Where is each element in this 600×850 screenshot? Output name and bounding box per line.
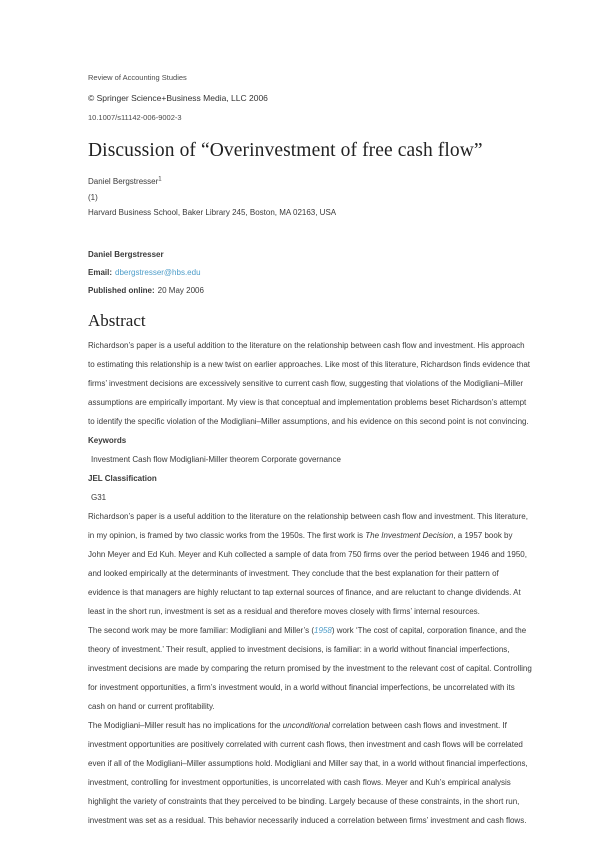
published-online-line [88,282,532,300]
body-paragraph-1 [88,507,532,621]
correspondence-block [88,246,532,300]
doi: 10.1007/s11142-006-9002-3 [88,113,182,122]
paragraph-text: The Modigliani–Miller result has no implications for the [88,721,283,730]
email-label: Email: [88,268,113,277]
word-emphasis: unconditional [282,721,330,730]
abstract-text: Richardson’s paper is a useful addition to the literature on the relationship between cash flow and investment. His approach to estimating this relationship is a new twist on earlier approaches. Like most of this literature, Richardson finds evidence that firms’ investment decisions are excessively sensitive to current cash flow, suggesting that violations of the Modigliani–Miller assumptions are empirically important. My view is that conceptual and implementation problems beset Richardson’s attempt to identify the specific violation of the Modigliani–Miller assumptions, and his evidence on this second point is not convincing. [88,341,530,426]
paragraph-text: Richardson’s paper is a useful addition to the literature on the relationship between cash flow and investment. This literature, in my opinion, is framed by two classic works from the 1950s. The first work is [88,512,528,540]
keywords-list: Investment Cash flow Modigliani-Miller theorem Corporate governance [91,455,341,464]
correspondence-author-name: Daniel Bergstresser [88,250,164,259]
body-paragraph-3 [88,716,532,830]
author-affiliation-ref: 1 [158,176,162,183]
jel-code: G31 [91,493,107,502]
affiliation-text: Harvard Business School, Baker Library 245, Boston, MA 02163, USA [88,208,337,217]
email-line [88,264,532,282]
published-online-label: Published online: [88,286,155,295]
paragraph-text: ) work ‘The cost of capital, corporation finance, and the theory of investment.’ Their result, applied to investment decisions, is familiar: in a world without financial imperfections, investment decisions are made by comparing the return promised by the investment to the relevant cost of capital. Controlling for investment opportunities, a firm’s investment would, in a world without financial imperfections, be uncorrelated with its cash on hand or current profitability. [88,626,532,711]
journal-name: Review of Accounting Studies [88,73,187,82]
jel-classification-label: JEL Classification [88,474,157,483]
paragraph-text: correlation between cash flows and investment. If investment opportunities are positively correlated with current cash flows, then investment and cash flows will be correlated even if all of the Modigliani–Miller assumptions hold. Modigliani and Miller say that, in a world without financial imperfections, investment, controlling for investment opportunities, is uncorrelated with cash flows. Meyer and Kuh’s empirical analysis highlight the variety of constraints that they perceived to be binding. Largely because of these constraints, in the short run, investment was set as a residual. This behavior necessarily induced a correlation between firms’ investment and cash flows. [88,721,528,825]
paragraph-text: The second work may be more familiar: Modigliani and Miller’s ( [88,626,315,635]
published-online-date: 20 May 2006 [157,286,204,295]
keywords-label: Keywords [88,436,127,445]
paragraph-text: , a 1957 book by John Meyer and Ed Kuh. Meyer and Kuh collected a sample of data from 750 firms over the period between 1946 and 1950, and looked empirically at the determinants of investment. They conclude that the best explanation for their pattern of evidence is that managers are highly reluctant to tap external sources of finance, and are reluctant to change dividends. At least in the short run, investment is set as a residual and therefore moves closely with firms’ internal resources. [88,531,527,616]
citation-link-1958[interactable]: 1958 [314,626,332,635]
article-title: Discussion of “Overinvestment of free cash flow” [88,140,483,161]
author-name: Daniel Bergstresser [88,177,159,186]
author-line [88,177,532,186]
affiliation-marker: (1) [88,193,98,202]
book-title-emphasis: The Investment Decision [365,531,454,540]
abstract-heading: Abstract [88,311,146,330]
copyright-notice: © Springer Science+Business Media, LLC 2006 [88,93,268,103]
body-paragraph-2 [88,621,532,716]
email-link[interactable]: dbergstresser@hbs.edu [115,268,201,277]
